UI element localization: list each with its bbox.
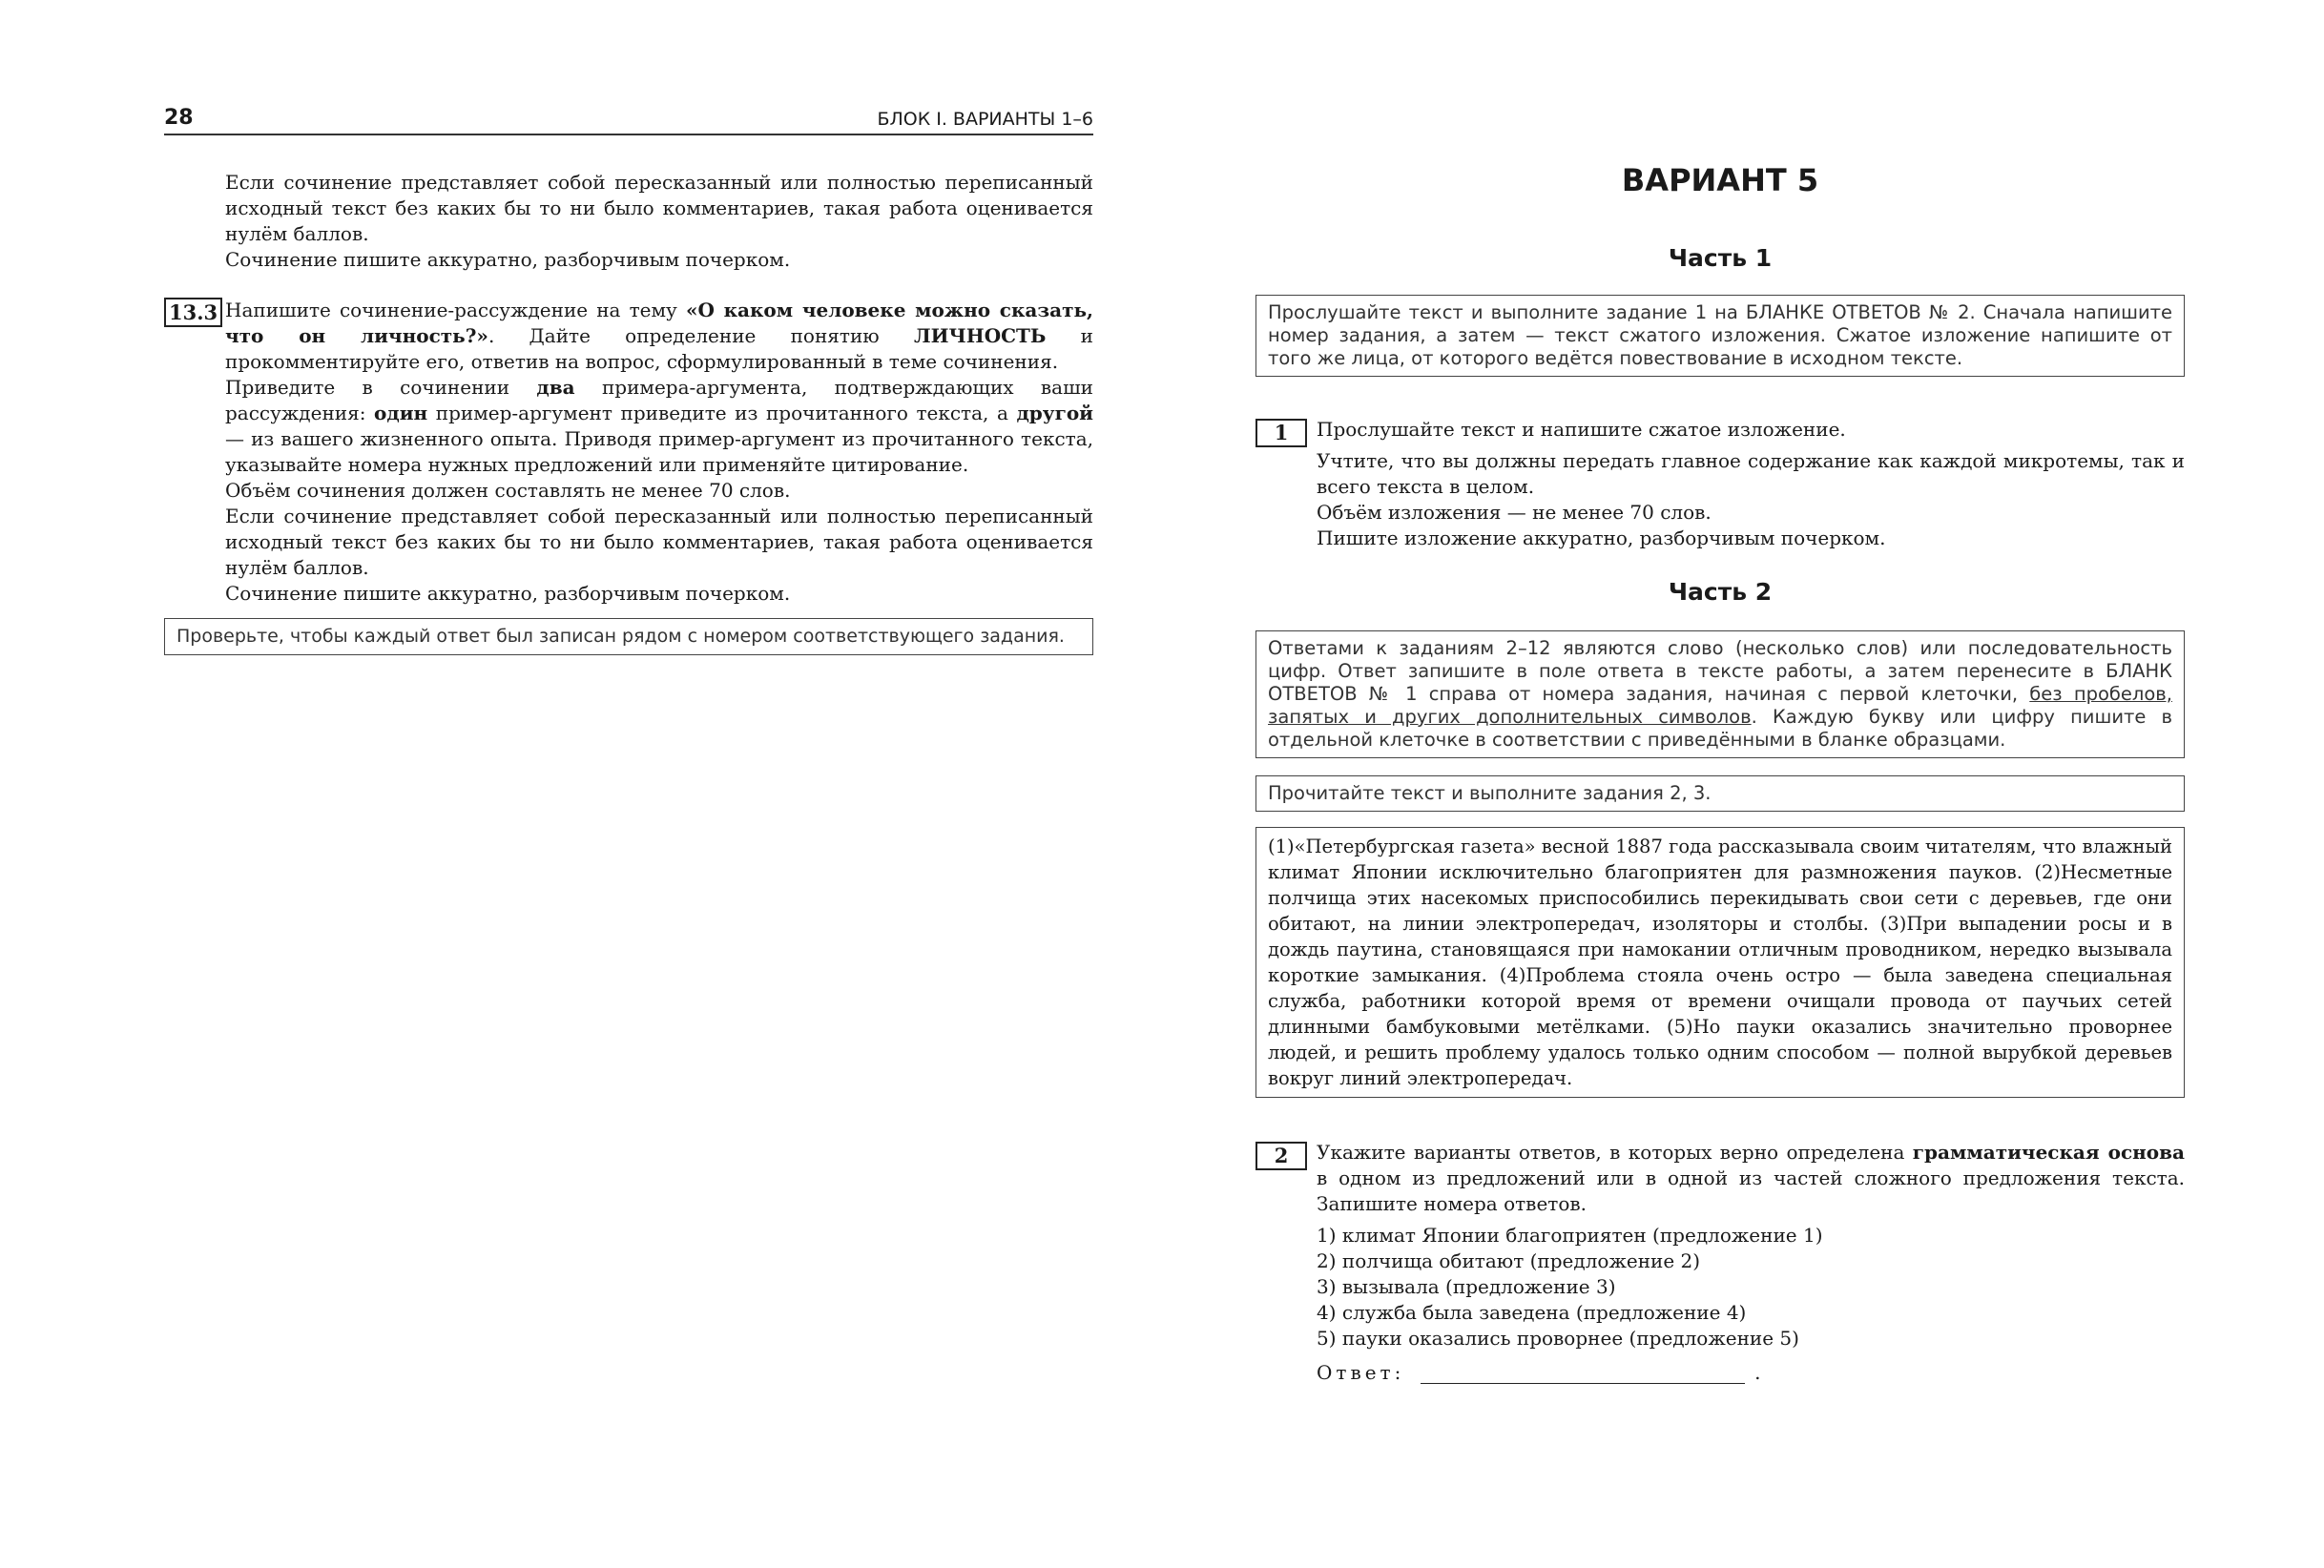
- task-number: 1: [1255, 419, 1307, 447]
- part2-title: Часть 2: [1668, 578, 1773, 606]
- answer-option: 2) полчища обитают (предложение 2): [1317, 1249, 1701, 1272]
- answer-end: .: [1754, 1361, 1765, 1384]
- answer-field[interactable]: [1421, 1364, 1745, 1384]
- part1-title: Часть 1: [1668, 244, 1773, 272]
- task-1: [1255, 417, 2185, 551]
- task-line: Объём изложения — не менее 70 слов.: [1317, 501, 1712, 524]
- task-13-3: [164, 298, 1093, 607]
- task-paragraph: Приведите в сочинении два примера-аргумента, подтверждающих ваши рассуждения: один пример-аргумент приведите из прочитанного текста, а другой — из вашего жизненного опыта. Приводя пример-аргумент из прочитанного текста, указывайте номера нужных предложений или применяйте цитирование.: [225, 376, 1093, 476]
- check-notice: Проверьте, чтобы каждый ответ был записан рядом с номером соответствующего задания.: [164, 618, 1093, 655]
- answer-option: 3) вызывала (предложение 3): [1317, 1275, 1616, 1298]
- task-line: Прослушайте текст и напишите сжатое изложение.: [1317, 418, 1846, 441]
- task-paragraph: Если сочинение представляет собой пересказанный или полностью переписанный исходный текст без каких бы то ни было комментариев, такая работа оценивается нулём баллов.: [225, 505, 1093, 579]
- task-number: 13.3: [164, 298, 222, 327]
- page-number: 28: [164, 106, 194, 130]
- answer-option: 1) климат Японии благоприятен (предложение 1): [1317, 1224, 1823, 1247]
- task-paragraph: Напишите сочинение-рассуждение на тему «О каком человеке можно сказать, что он личность?». Дайте определение понятию ЛИЧНОСТЬ и прокомментируйте его, ответив на вопрос, сформулированный в теме сочинения.: [225, 299, 1093, 373]
- task-paragraph: Объём сочинения должен составлять не менее 70 слов.: [225, 479, 791, 502]
- task-line: Учтите, что вы должны передать главное содержание как каждой микротемы, так и всего текста в целом.: [1317, 449, 2185, 498]
- answer-line: [1317, 1361, 2185, 1384]
- read-instruction: Прочитайте текст и выполните задания 2, 3.: [1255, 775, 2185, 812]
- part1-instruction: Прослушайте текст и выполните задание 1 на БЛАНКЕ ОТВЕТОВ № 2. Сначала напишите номер задания, а затем — текст сжатого изложения. Сжатое изложение напишите от того же лица, от которого ведётся повествование в исходном тексте.: [1255, 295, 2185, 377]
- task-question: Укажите варианты ответов, в которых верно определена грамматическая основа в одном из предложений или в одной из частей сложного предложения текста. Запишите номера ответов.: [1317, 1141, 2185, 1215]
- task-paragraph: Сочинение пишите аккуратно, разборчивым почерком.: [225, 582, 791, 605]
- intro-text: [225, 170, 1093, 273]
- task-number: 2: [1255, 1142, 1307, 1170]
- variant-title: ВАРИАНТ 5: [1621, 162, 1819, 198]
- task-line: Пишите изложение аккуратно, разборчивым почерком.: [1317, 526, 1886, 549]
- part2-instruction: Ответами к заданиям 2–12 являются слово (несколько слов) или последовательность цифр. Ответ запишите в поле ответа в тексте работы, а затем перенесите в БЛАНК ОТВЕТОВ № 1 справа от номера задания, начиная с первой клеточки, без пробелов, запятых и других дополнительных символов. Каждую букву или цифру пишите в отдельной клеточке в соответствии с приведёнными в бланке образцами.: [1255, 630, 2185, 758]
- answer-option: 5) пауки оказались проворнее (предложение 5): [1317, 1327, 1799, 1350]
- left-page: [164, 95, 1093, 655]
- answer-options: [1317, 1223, 2185, 1351]
- running-head: [164, 95, 1093, 135]
- task-2: [1255, 1140, 2185, 1384]
- block-title: БЛОК I. ВАРИАНТЫ 1–6: [877, 109, 1093, 130]
- intro-paragraph: Если сочинение представляет собой пересказанный или полностью переписанный исходный текст без каких бы то ни было комментариев, такая работа оценивается нулём баллов.: [225, 171, 1093, 245]
- source-text: (1)«Петербургская газета» весной 1887 года рассказывала своим читателям, что влажный климат Японии исключительно благоприятен для размножения пауков. (2)Несметные полчища этих насекомых приспособились перекидывать свои сети с деревьев, где они обитают, на линии электропередач, изоляторы и столбы. (3)При выпадении росы и в дождь паутина, становящаяся при намокании отличным проводником, нередко вызывала короткие замыкания. (4)Проблема стояла очень остро — была заведена специальная служба, работники которой время от времени очищали провода от паучьих сетей длинными бамбуковыми метёлками. (5)Но пауки оказались значительно проворнее людей, и решить проблему удалось только одним способом — полной вырубкой деревьев вокруг линий электропередач.: [1255, 827, 2185, 1098]
- right-page: [1255, 95, 2185, 1384]
- answer-option: 4) служба была заведена (предложение 4): [1317, 1301, 1747, 1324]
- intro-paragraph: Сочинение пишите аккуратно, разборчивым почерком.: [225, 248, 791, 271]
- answer-label: Ответ:: [1317, 1361, 1405, 1384]
